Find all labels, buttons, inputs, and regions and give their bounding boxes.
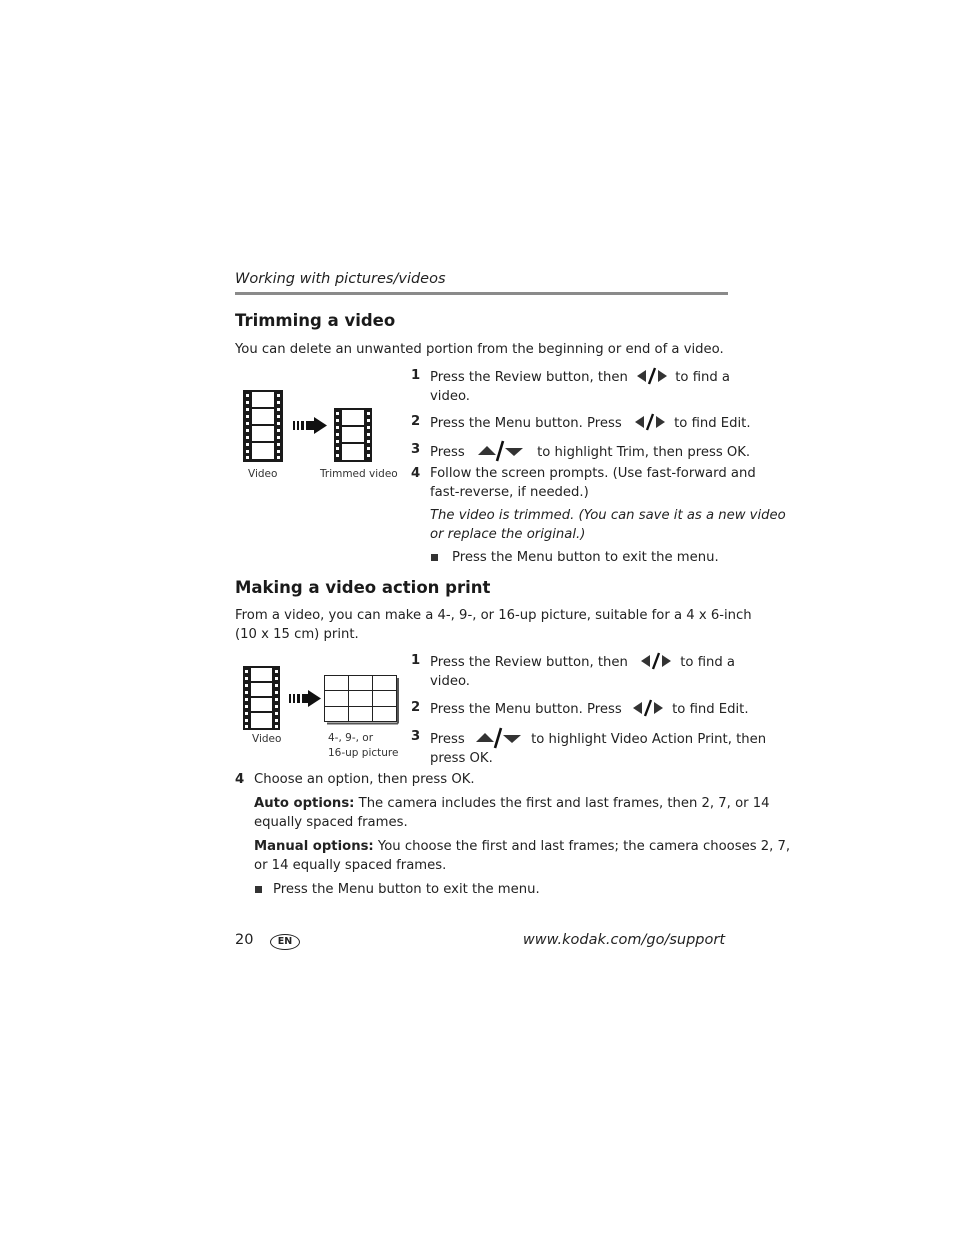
fig-caption-trimmed: Trimmed video: [320, 468, 398, 480]
left-right-arrow-icon: [640, 652, 672, 670]
film-strip-icon: [243, 666, 283, 730]
auto-options-label: Auto options:: [254, 796, 355, 811]
step-text: video.: [430, 388, 470, 404]
section-title-action-print: Making a video action print: [235, 578, 491, 597]
bullet-square: [255, 886, 262, 893]
step-number: 4: [235, 772, 245, 787]
action-step-1: [430, 652, 735, 691]
support-url[interactable]: www.kodak.com/go/support: [522, 932, 725, 948]
page-number: 20: [235, 932, 254, 948]
film-strip-icon: [334, 408, 374, 462]
left-right-arrow-icon: [634, 413, 666, 431]
up-down-arrow-icon: [477, 441, 525, 461]
step-text: Press the Review button, then: [430, 370, 628, 385]
step-number: 3: [411, 442, 421, 457]
auto-options-text: equally spaced frames.: [254, 814, 408, 830]
caption-text: 4-, 9-, or: [328, 732, 374, 744]
step-number: 2: [411, 414, 421, 429]
step-text: Press the Review button, then: [430, 655, 628, 670]
trim-step-1: [430, 367, 730, 406]
action-intro: [235, 607, 752, 644]
step-text: Press the Menu button. Press: [430, 416, 622, 431]
running-header: Working with pictures/videos: [235, 271, 446, 287]
manual-options-label: Manual options:: [254, 839, 374, 854]
step-number: 1: [411, 368, 421, 383]
dashed-right-arrow-icon: [289, 690, 323, 708]
intro-text: (10 x 15 cm) print.: [235, 626, 359, 642]
left-right-arrow-icon: [632, 699, 664, 717]
step-text: Press: [430, 445, 465, 460]
note-text: The video is trimmed. (You can save it as a new video: [430, 508, 786, 523]
up-down-arrow-icon: [475, 728, 523, 748]
auto-options: [254, 795, 770, 832]
step-text: to find a: [680, 655, 736, 670]
step-text: to highlight Video Action Print, then: [531, 732, 767, 747]
step-number: 1: [411, 653, 421, 668]
step-text: to find Edit.: [674, 416, 751, 431]
step-text: Follow the screen prompts. (Use fast-forward and: [430, 466, 756, 481]
film-strip-icon: [243, 390, 285, 462]
step-text: Press: [430, 732, 465, 747]
left-right-arrow-icon: [636, 367, 668, 385]
auto-options-text: The camera includes the first and last frames, then 2, 7, or 14: [354, 796, 770, 811]
manual-options-text: You choose the first and last frames; the camera chooses 2, 7,: [373, 839, 791, 854]
section-title-trimming: Trimming a video: [235, 311, 396, 330]
fig-caption-video: Video: [248, 468, 278, 480]
step-text: Press the Menu button. Press: [430, 702, 622, 717]
action-exit: Press the Menu button to exit the menu.: [273, 882, 540, 897]
trim-step-2: [430, 413, 751, 434]
trim-step-4: [430, 465, 756, 502]
caption-text: 16-up picture: [328, 747, 399, 759]
step-text: to highlight Trim, then press OK.: [537, 445, 751, 460]
step-text: fast-reverse, if needed.): [430, 484, 589, 500]
fig-caption-video: Video: [252, 733, 282, 745]
step-text: to find Edit.: [672, 702, 749, 717]
trim-note: [430, 507, 786, 544]
note-text: or replace the original.): [430, 526, 586, 542]
intro-text: From a video, you can make a 4-, 9-, or 16-up picture, suitable for a 4 x 6-inch: [235, 608, 752, 623]
step-number: 4: [411, 466, 421, 481]
step-text: press OK.: [430, 750, 493, 766]
header-rule: [235, 292, 728, 295]
manual-options-text: or 14 equally spaced frames.: [254, 857, 447, 873]
step-text: video.: [430, 673, 470, 689]
fig-caption-multi-up: [328, 731, 398, 761]
step-number: 2: [411, 700, 421, 715]
step-text: to find a: [675, 370, 731, 385]
trim-step-3: [430, 441, 750, 463]
language-badge: EN: [270, 934, 300, 950]
manual-options: [254, 838, 790, 875]
dashed-right-arrow-icon: [293, 417, 329, 435]
action-step-2: [430, 699, 749, 720]
action-step-4: Choose an option, then press OK.: [254, 772, 475, 787]
step-number: 3: [411, 729, 421, 744]
trim-intro: You can delete an unwanted portion from the beginning or end of a video.: [235, 342, 724, 357]
multi-up-picture-icon: [324, 675, 400, 725]
bullet-square: [431, 554, 438, 561]
trim-exit: Press the Menu button to exit the menu.: [452, 550, 719, 565]
action-step-3: [430, 728, 766, 768]
